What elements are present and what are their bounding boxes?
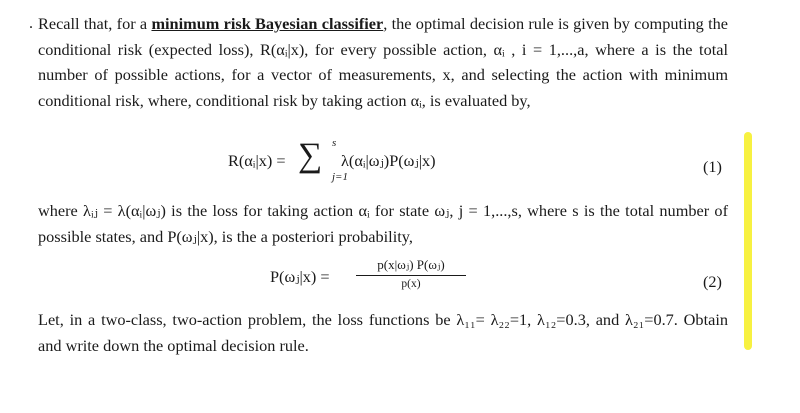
equation1-lhs: R(αᵢ|x) = (228, 151, 286, 170)
equation2-lhs: P(ωⱼ|x) = (270, 267, 330, 286)
summation-symbol: ∑ (298, 137, 323, 174)
intro-body: , the optimal decision rule is given by computing the conditional risk (expected loss), R(αᵢ|x), for every possible action, αᵢ , i = 1,...,a, where a is the total number of possible actions, for a vector of measurements, x, and selecting the action with minimum conditional risk, where, conditional risk by taking action αᵢ, is evaluated by, (38, 14, 729, 110)
paragraph-intro (38, 11, 728, 113)
bullet-marker: . (29, 15, 33, 32)
paragraph-task (38, 307, 728, 358)
equation-conditional-risk (228, 137, 548, 194)
paragraph-loss-definition (38, 198, 728, 249)
summation-upper-limit: s (332, 137, 337, 149)
intro-prefix: Recall that, for a (38, 14, 152, 33)
equation-posterior-probability (270, 255, 510, 309)
bayes-fraction (356, 257, 466, 290)
summation-lower-limit: j=1 (332, 171, 348, 183)
fraction-denominator: p(x) (401, 278, 421, 290)
highlighter-mark (744, 132, 752, 350)
equation1-number: (1) (703, 157, 722, 176)
fraction-numerator: p(x|ωⱼ) P(ωⱼ) (356, 257, 466, 276)
equation1-rhs: λ(αᵢ|ωⱼ)P(ωⱼ|x) (341, 151, 436, 170)
equation2-number: (2) (703, 272, 722, 291)
key-term-minimum-risk-bayesian-classifier: minimum risk Bayesian classifier (151, 14, 384, 33)
loss-definition-text: where λᵢⱼ = λ(αᵢ|ωⱼ) is the loss for taking action αᵢ for state ωⱼ, j = 1,...,s, where s is the total number of possible states, and P(ωⱼ|x), is the a posteriori probability, (38, 201, 728, 246)
task-text: Let, in a two-class, two-action problem, the loss functions be λ₁₁= λ₂₂=1, λ₁₂=0.3, and λ₂₁=0.7. Obtain and write down the optimal decision rule. (38, 310, 728, 355)
